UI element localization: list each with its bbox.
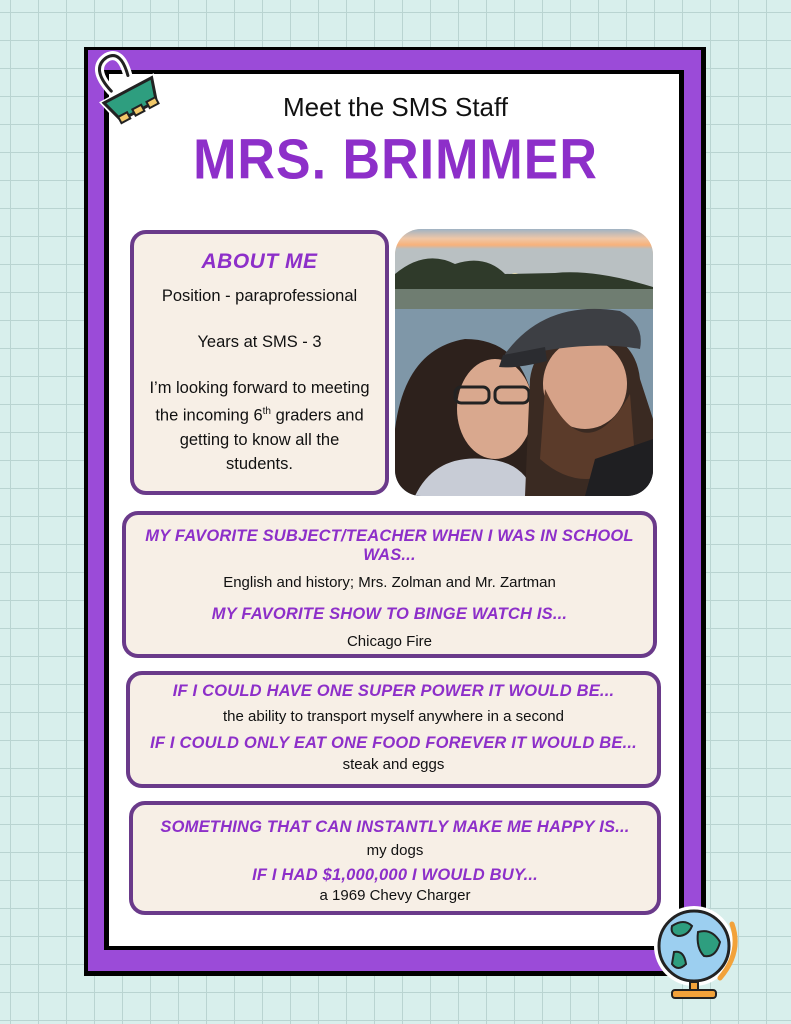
million-answer: a 1969 Chevy Charger xyxy=(319,887,471,904)
million-question: IF I HAD $1,000,000 I WOULD BUY... xyxy=(252,866,538,884)
intro-text: I’m looking forward to meeting the incoming 6th graders and getting to know all the students. xyxy=(149,379,370,473)
happy-box xyxy=(129,801,661,915)
favorite-subject-answer: English and history; Mrs. Zolman and Mr. Zartman xyxy=(223,574,556,591)
superpower-box xyxy=(126,671,661,788)
superpower-question: IF I COULD HAVE ONE SUPER POWER IT WOULD BE... xyxy=(172,682,615,700)
staff-name-title: MRS. BRIMMER xyxy=(193,128,598,192)
happy-question: SOMETHING THAT CAN INSTANTLY MAKE ME HAPPY IS... xyxy=(160,818,630,836)
page-kicker: Meet the SMS Staff xyxy=(283,92,508,122)
about-me-box xyxy=(130,230,389,495)
about-me-heading: ABOUT ME xyxy=(201,250,318,273)
staff-photo xyxy=(395,229,653,496)
globe-icon xyxy=(650,902,742,1002)
favorite-subject-question: MY FAVORITE SUBJECT/TEACHER WHEN I WAS IN SCHOOL WAS... xyxy=(145,527,634,564)
food-question: IF I COULD ONLY EAT ONE FOOD FOREVER IT WOULD BE... xyxy=(150,734,637,752)
happy-answer: my dogs xyxy=(366,842,424,859)
position-text: Position - paraprofessional xyxy=(161,287,358,305)
food-answer: steak and eggs xyxy=(342,756,445,773)
years-text: Years at SMS - 3 xyxy=(197,333,322,351)
favorite-show-answer: Chicago Fire xyxy=(346,633,433,650)
superpower-answer: the ability to transport myself anywhere in a second xyxy=(222,708,564,725)
favorites-box xyxy=(122,511,657,658)
favorite-show-question: MY FAVORITE SHOW TO BINGE WATCH IS... xyxy=(211,605,568,623)
